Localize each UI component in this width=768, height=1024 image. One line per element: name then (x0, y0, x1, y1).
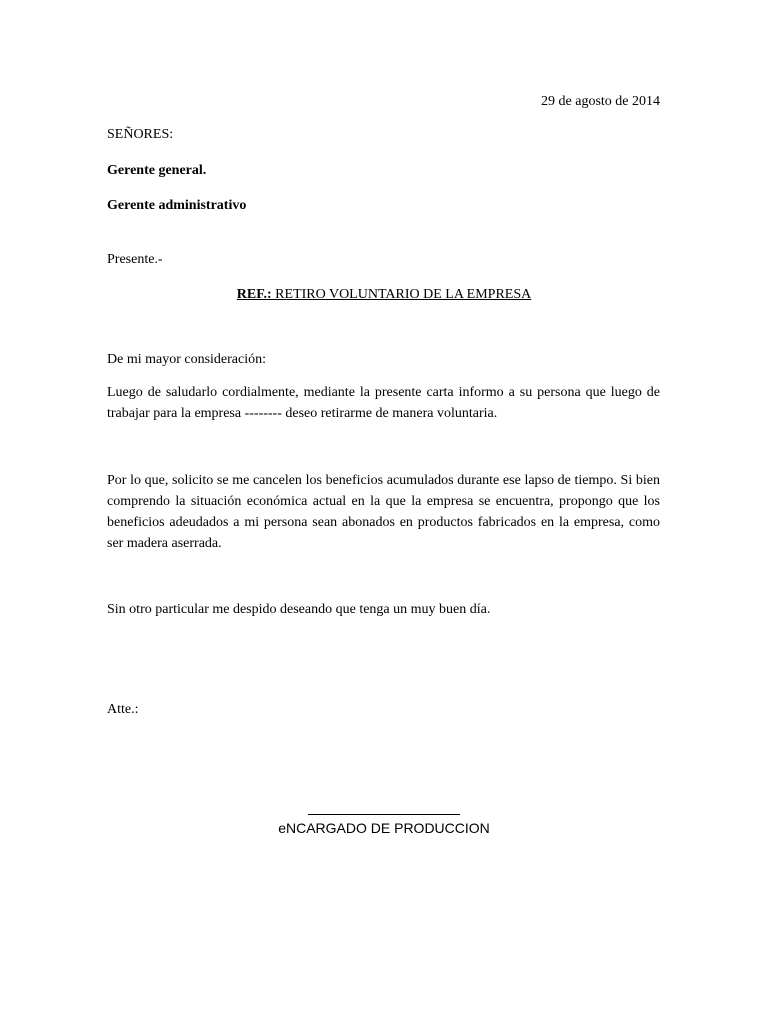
signature-title: eNCARGADO DE PRODUCCION (278, 820, 490, 836)
reference-line (0, 285, 768, 305)
presente-line: Presente.- (107, 252, 163, 267)
recipient-admin-manager: Gerente administrativo (107, 198, 247, 213)
greeting: De mi mayor consideración: (107, 352, 267, 367)
signature-line (308, 814, 460, 815)
reference-text (237, 287, 531, 302)
reference-subject: RETIRO VOLUNTARIO DE LA EMPRESA (271, 287, 532, 302)
recipient-general-manager: Gerente general. (107, 163, 207, 178)
closing-line: Sin otro particular me despido deseando que tenga un muy buen día. (107, 602, 491, 617)
atte-line: Atte.: (107, 702, 139, 717)
salutation: SEÑORES: (107, 127, 174, 142)
body-paragraph-1: Luego de saludarlo cordialmente, mediante la presente carta informo a su persona que luego de trabajar para la empresa -------- deseo retirarme de manera voluntaria. (107, 385, 660, 421)
body-paragraph-2: Por lo que, solicito se me cancelen los beneficios acumulados durante ese lapso de tiempo. Si bien comprendo la situación económica actual en la que la empresa se encuentra, propongo que los beneficios adeudados a mi persona sean abonados en productos fabricados en la empresa, como ser madera aserrada. (107, 473, 660, 551)
reference-label: REF.: (236, 287, 272, 302)
letter-date: 29 de agosto de 2014 (541, 94, 660, 109)
